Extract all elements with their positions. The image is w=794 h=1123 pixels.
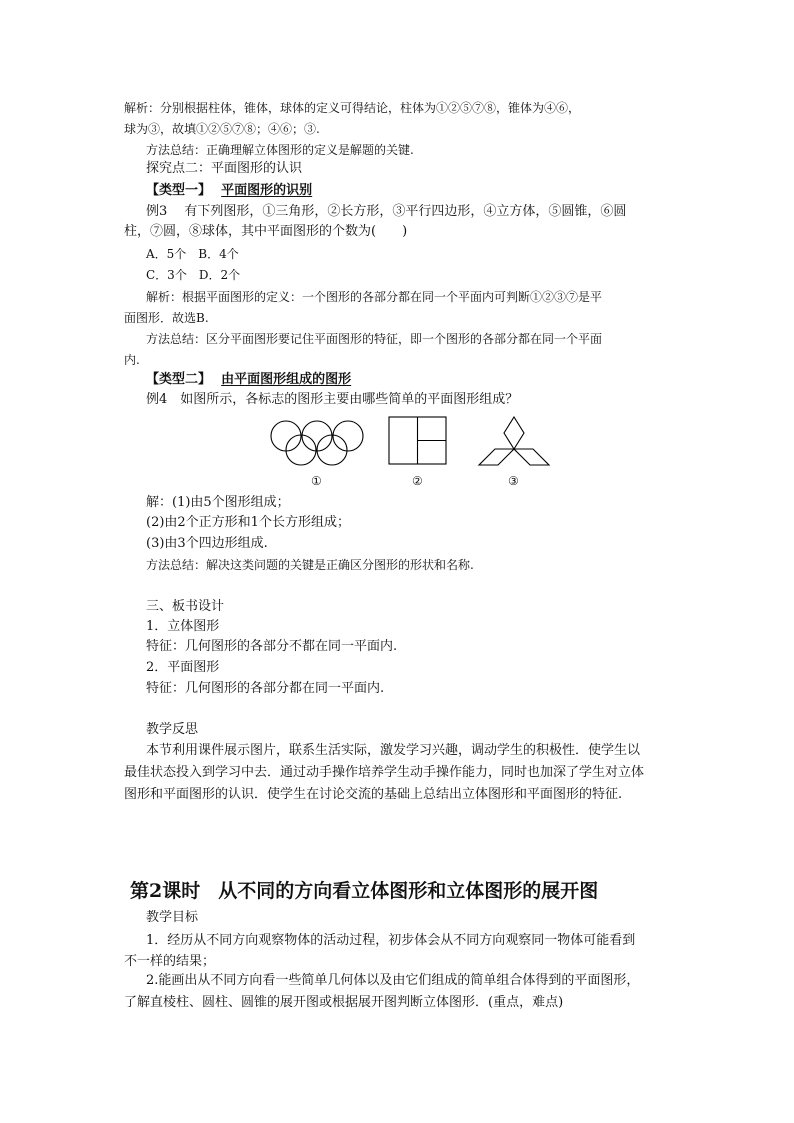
- figure-caption-3: ③: [508, 474, 519, 488]
- analysis-3-line-2: 面图形．故选B.: [124, 311, 209, 325]
- objective-2-line-1: 2.能画出从不同方向看一些简单几何体以及由它们组成的简单组合体得到的平面图形，: [146, 973, 640, 988]
- objective-2-line-2: 了解直棱柱、圆柱、圆锥的展开图或根据展开图判断立体图形．(重点，难点): [124, 995, 564, 1010]
- figure-caption-1: ①: [311, 474, 322, 488]
- board-feature-2: 特征：几何图形的各部分都在同一平面内.: [146, 681, 385, 696]
- objective-1-line-1: 1．经历从不同方向观察物体的活动过程，初步体会从不同方向观察同一物体可能看到: [146, 933, 636, 948]
- board-feature-1: 特征：几何图形的各部分不都在同一平面内.: [146, 639, 398, 654]
- board-item-2: 2．平面图形: [146, 660, 220, 675]
- analysis-3-line-1: 解析：根据平面图形的定义：一个图形的各部分都在同一个平面内可判断①②③⑦是平: [146, 290, 603, 304]
- board-design-heading: 三、板书设计: [146, 599, 225, 614]
- solution-line-1: 解：(1)由5个图形组成；: [146, 495, 290, 510]
- lesson-topic: 从不同的方向看立体图形和立体图形的展开图: [218, 880, 599, 902]
- method-summary-1: 方法总结：正确理解立体图形的定义是解题的关键.: [146, 143, 414, 157]
- lesson-number: 第2课时: [130, 880, 201, 902]
- option-cd: C．3个 D．2个: [146, 268, 241, 282]
- type-title: 平面图形的识别: [221, 183, 313, 198]
- option-ab: A．5个 B．4个: [146, 247, 239, 261]
- objective-1-line-2: 不一样的结果；: [124, 954, 216, 969]
- type-title: 由平面图形组成的图形: [221, 372, 352, 387]
- reflection-line-3: 图形和平面图形的认识．使学生在讨论交流的基础上总结出立体图形和平面图形的特征.: [124, 787, 623, 802]
- lesson-title: [130, 876, 598, 903]
- board-item-1: 1．立体图形: [146, 619, 220, 634]
- section-heading-2: 探究点二：平面图形的认识: [146, 161, 303, 176]
- reflection-heading: 教学反思: [146, 722, 199, 737]
- type-label: 【类型二】: [146, 372, 212, 387]
- reflection-line-2: 最佳状态投入到学习中去．通过动手操作培养学生动手操作能力，同时也加深了学生对立体: [124, 765, 645, 780]
- method-summary-2-line-1: 方法总结：区分平面图形要记住平面图形的特征，即一个图形的各部分都在同一个平面: [146, 332, 603, 346]
- analysis-line-1: 解析：分别根据柱体，锥体，球体的定义可得结论，柱体为①②⑤⑦⑧，锥体为④⑥，: [124, 101, 581, 115]
- method-summary-2-line-2: 内.: [124, 353, 140, 367]
- analysis-line-2: 球为③，故填①②⑤⑦⑧；④⑥；③.: [124, 122, 320, 136]
- example-3-line-2: 柱，⑦圆，⑧球体，其中平面图形的个数为( ): [124, 224, 408, 239]
- example-3-line-1: 例3 有下列图形，①三角形，②长方形，③平行四边形，④立方体，⑤圆锥，⑥圆: [146, 204, 627, 219]
- example-4-question: 例4 如图所示，各标志的图形主要由哪些简单的平面图形组成？: [146, 392, 519, 407]
- type-heading-1: [146, 182, 312, 200]
- solution-line-3: (3)由3个四边形组成.: [146, 536, 268, 551]
- objectives-heading: 教学目标: [146, 910, 199, 925]
- solution-line-2: (2)由2个正方形和1个长方形组成；: [146, 515, 350, 530]
- figure-caption-2: ②: [412, 474, 423, 488]
- reflection-line-1: 本节利用课件展示图片，联系生活实际，激发学习兴趣，调动学生的积极性．使学生以: [146, 743, 641, 758]
- square-logo-figure: [388, 416, 448, 466]
- method-summary-3: 方法总结：解决这类问题的关键是正确区分图形的形状和名称.: [146, 558, 474, 572]
- olympic-rings-figure: [268, 418, 368, 468]
- type-heading-2: [146, 371, 351, 389]
- type-label: 【类型一】: [146, 183, 212, 198]
- three-diamonds-figure: [476, 416, 552, 468]
